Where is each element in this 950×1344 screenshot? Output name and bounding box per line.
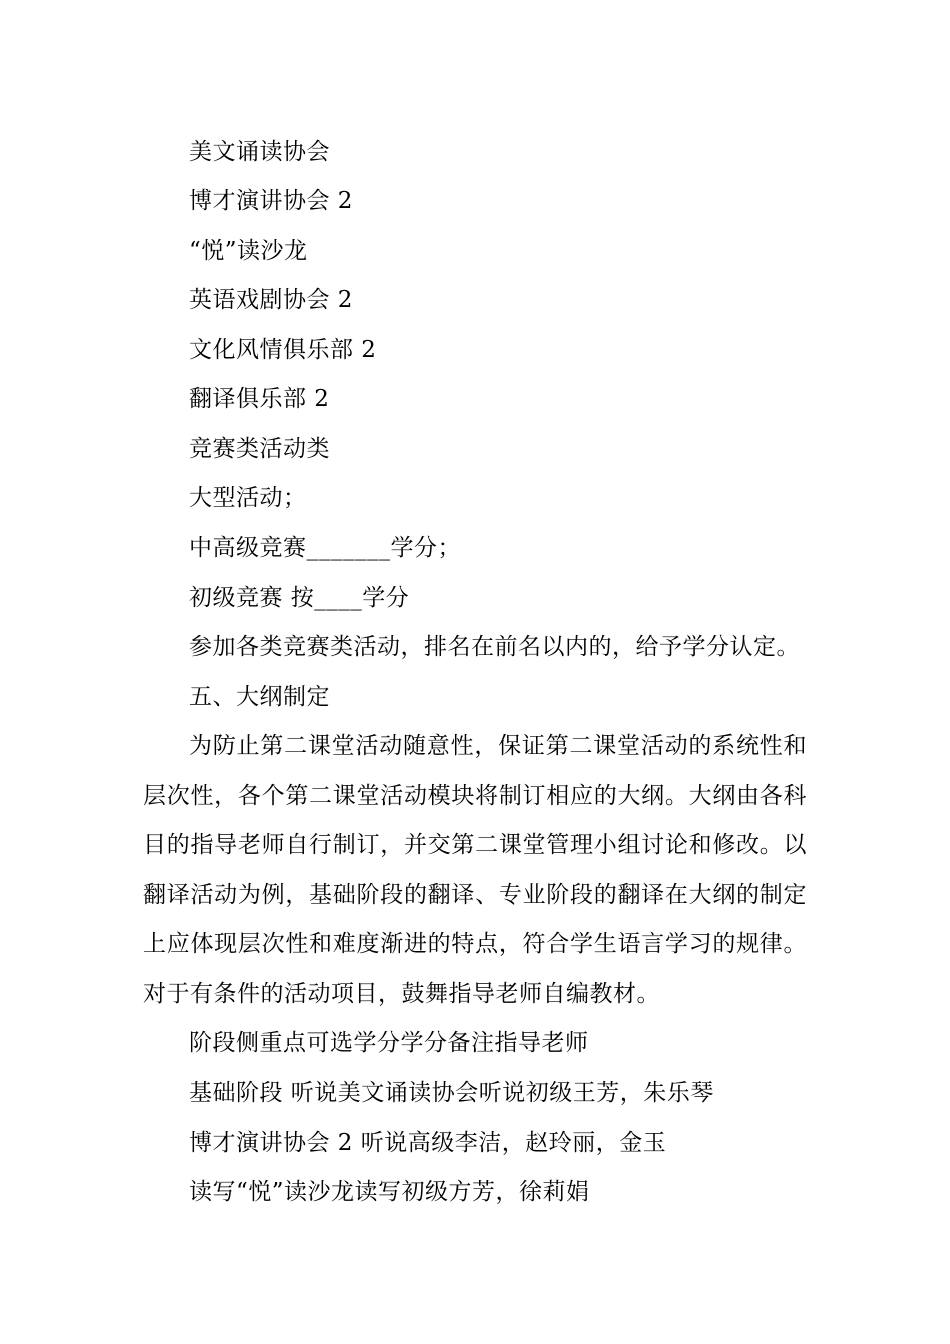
text-line: 博才演讲协会 2 [189, 188, 353, 214]
table-row-line: 基础阶段 听说美文诵读协会听说初级王芳，朱乐琴 [189, 1080, 714, 1106]
table-row-line: 博才演讲协会 2 听说高级李洁，赵玲丽，金玉 [189, 1130, 667, 1156]
text-line: 大型活动； [189, 485, 307, 511]
table-row-line: 读写“悦”读沙龙读写初级方芳，徐莉娟 [189, 1179, 590, 1205]
text-line: 文化风情俱乐部 2 [189, 337, 377, 363]
table-header-line: 阶段侧重点可选学分学分备注指导老师 [189, 1030, 589, 1056]
section-heading: 竞赛类活动类 [189, 436, 330, 462]
section-heading: 五、大纲制定 [189, 684, 330, 710]
text-line: 初级竞赛 按____学分 [189, 585, 410, 611]
text-line: 英语戏剧协会 2 [189, 287, 353, 313]
text-line: “悦”读沙龙 [189, 238, 308, 264]
text-line: 美文诵读协会 [189, 139, 330, 165]
body-paragraph: 为防止第二课堂活动随意性，保证第二课堂活动的系统性和层次性，各个第二课堂活动模块将制订相应的大纲。大纲由各科目的指导老师自行制订，并交第二课堂管理小组讨论和修改。以翻译活动为例，基础阶段的翻译、专业阶段的翻译在大纲的制定上应体现层次性和难度渐进的特点，符合学生语言学习的规律。对于有条件的活动项目，鼓舞指导老师自编教材。 [143, 733, 807, 1007]
text-line: 参加各类竞赛类活动，排名在前名以内的，给予学分认定。 [189, 634, 800, 660]
text-line: 中高级竞赛_______学分； [189, 535, 461, 561]
text-line: 翻译俱乐部 2 [189, 386, 330, 412]
